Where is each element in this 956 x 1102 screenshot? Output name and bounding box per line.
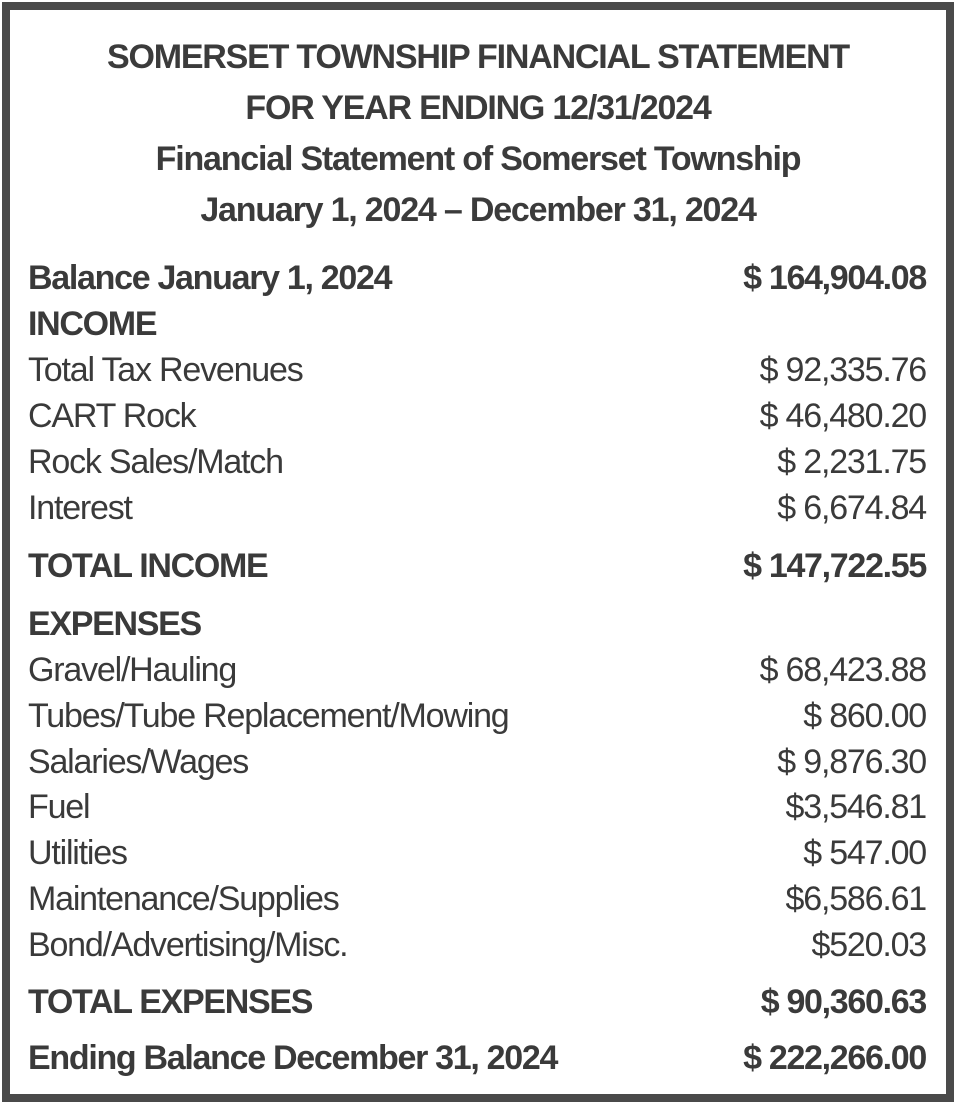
total-expenses-label: TOTAL EXPENSES <box>28 983 313 1021</box>
balance-start-label: Balance January 1, 2024 <box>28 259 392 297</box>
balance-end-label: Ending Balance December 31, 2024 <box>28 1039 558 1077</box>
income-item-label: Interest <box>28 489 132 527</box>
expense-item-amount: $ 68,423.88 <box>759 651 926 689</box>
total-income-label: TOTAL INCOME <box>28 547 268 585</box>
total-expenses-row <box>28 977 926 1027</box>
expenses-heading-row <box>28 599 926 649</box>
expense-row <box>28 784 926 830</box>
income-row <box>28 485 926 531</box>
income-item-label: Total Tax Revenues <box>28 351 303 389</box>
expense-item-label: Salaries/Wages <box>28 743 249 781</box>
expense-row <box>28 922 926 968</box>
statement-title: SOMERSET TOWNSHIP FINANCIAL STATEMENT <box>106 38 850 76</box>
income-heading-row <box>28 299 926 349</box>
expense-row <box>28 693 926 739</box>
total-income-row <box>28 541 926 591</box>
expense-item-amount: $ 9,876.30 <box>777 743 926 781</box>
income-item-amount: $ 46,480.20 <box>759 397 926 435</box>
expense-item-amount: $ 547.00 <box>803 834 926 872</box>
expense-item-label: Gravel/Hauling <box>28 651 237 689</box>
balance-start-amount: $ 164,904.08 <box>743 259 926 297</box>
statement-subtitle: Financial Statement of Somerset Township <box>155 140 801 178</box>
expense-item-amount: $ 860.00 <box>803 697 926 735</box>
expense-item-label: Tubes/Tube Replacement/Mowing <box>28 697 509 735</box>
income-row <box>28 439 926 485</box>
balance-end-row <box>28 1033 926 1083</box>
income-item-amount: $ 6,674.84 <box>777 489 926 527</box>
statement-period: January 1, 2024 – December 31, 2024 <box>200 191 756 229</box>
total-income-amount: $ 147,722.55 <box>743 547 926 585</box>
statement-header <box>0 32 956 236</box>
expense-item-label: Utilities <box>28 834 127 872</box>
expenses-heading: EXPENSES <box>28 605 201 643</box>
balance-start-row <box>28 253 926 303</box>
expense-item-label: Bond/Advertising/Misc. <box>28 926 348 964</box>
expense-item-label: Maintenance/Supplies <box>28 880 339 918</box>
expense-item-label: Fuel <box>28 788 90 826</box>
expense-row <box>28 739 926 785</box>
expense-item-amount: $520.03 <box>811 926 926 964</box>
expense-row <box>28 876 926 922</box>
income-row <box>28 347 926 393</box>
income-item-amount: $ 2,231.75 <box>777 443 926 481</box>
expense-item-amount: $6,586.61 <box>785 880 926 918</box>
income-item-label: CART Rock <box>28 397 196 435</box>
income-row <box>28 393 926 439</box>
income-item-label: Rock Sales/Match <box>28 443 283 481</box>
statement-year: FOR YEAR ENDING 12/31/2024 <box>245 89 711 127</box>
expense-row <box>28 647 926 693</box>
income-item-amount: $ 92,335.76 <box>759 351 926 389</box>
expense-row <box>28 830 926 876</box>
balance-end-amount: $ 222,266.00 <box>743 1039 926 1077</box>
total-expenses-amount: $ 90,360.63 <box>760 983 926 1021</box>
income-heading: INCOME <box>28 305 157 343</box>
expense-item-amount: $3,546.81 <box>785 788 926 826</box>
